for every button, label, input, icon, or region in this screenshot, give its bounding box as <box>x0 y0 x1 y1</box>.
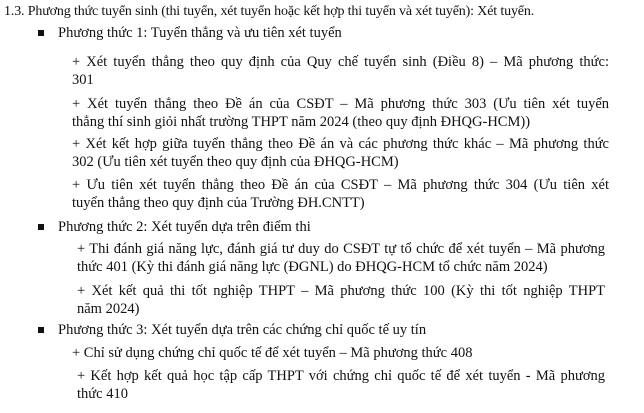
item-line-2: thẳng thí sinh giỏi nhất trường THPT năm 2024 (theo quy định ĐHQG-HCM)) <box>72 114 531 130</box>
item-line-2: thức 401 (Kỳ thi đánh giá năng lực (ĐGNL) do ĐHQG-HCM tổ chức năm 2024) <box>77 259 548 275</box>
method-title: Phương thức 3: Xét tuyển dựa trên các chứng chỉ quốc tế uy tín <box>58 322 427 338</box>
list-item <box>77 282 605 318</box>
list-item <box>77 367 605 403</box>
item-line-2: tuyển thẳng theo quy định của Trường ĐH.CNTT) <box>72 195 365 211</box>
list-item <box>72 95 609 131</box>
list-item <box>72 344 609 362</box>
item-line-1: + Xét tuyển thẳng theo quy định của Quy chế tuyển sinh (Điều 8) – Mã phương thức: <box>72 54 609 70</box>
square-bullet-icon <box>38 30 44 36</box>
method-title: Phương thức 2: Xét tuyển dựa trên điểm thi <box>58 219 311 235</box>
item-line-1: + Kết hợp kết quả học tập cấp THPT với chứng chỉ quốc tế để xét tuyển - Mã phương <box>77 368 605 384</box>
list-item <box>72 53 609 89</box>
square-bullet-icon <box>38 224 44 230</box>
item-line-2: 302 (Ưu tiên xét tuyển theo quy định của ĐHQG-HCM) <box>72 154 399 170</box>
item-line-1: + Chỉ sử dụng chứng chỉ quốc tế để xét tuyển – Mã phương thức 408 <box>72 345 473 361</box>
list-item <box>72 176 609 212</box>
item-line-1: + Xét kết quả thi tốt nghiệp THPT – Mã phương thức 100 (Kỳ thi tốt nghiệp THPT <box>77 283 605 299</box>
item-line-1: + Thi đánh giá năng lực, đánh giá tư duy do CSĐT tự tổ chức để xét tuyển – Mã phương <box>77 241 605 257</box>
item-line-1: + Xét tuyển thẳng theo Đề án của CSĐT – Mã phương thức 303 (Ưu tiên xét tuyển <box>72 96 609 112</box>
list-item <box>72 135 609 171</box>
item-line-2: thức 410 <box>77 386 128 402</box>
list-item <box>77 240 605 276</box>
method-1-title <box>38 24 342 42</box>
square-bullet-icon <box>38 327 44 333</box>
item-line-1: + Ưu tiên xét tuyển thẳng theo Đề án của CSĐT – Mã phương thức 304 (Ưu tiên xét <box>72 177 609 193</box>
section-heading: 1.3. Phương thức tuyển sinh (thi tuyển, xét tuyển hoặc kết hợp thi tuyển và xét tuyển): Xét tuyển. <box>4 4 535 19</box>
method-3-title <box>38 321 426 339</box>
item-line-1: + Xét kết hợp giữa tuyển thẳng theo Đề án và các phương thức khác – Mã phương thức <box>72 136 609 152</box>
item-line-2: 301 <box>72 72 94 88</box>
item-line-2: năm 2024) <box>77 301 140 317</box>
method-title: Phương thức 1: Tuyển thẳng và ưu tiên xét tuyển <box>58 25 342 41</box>
method-2-title <box>38 218 311 236</box>
